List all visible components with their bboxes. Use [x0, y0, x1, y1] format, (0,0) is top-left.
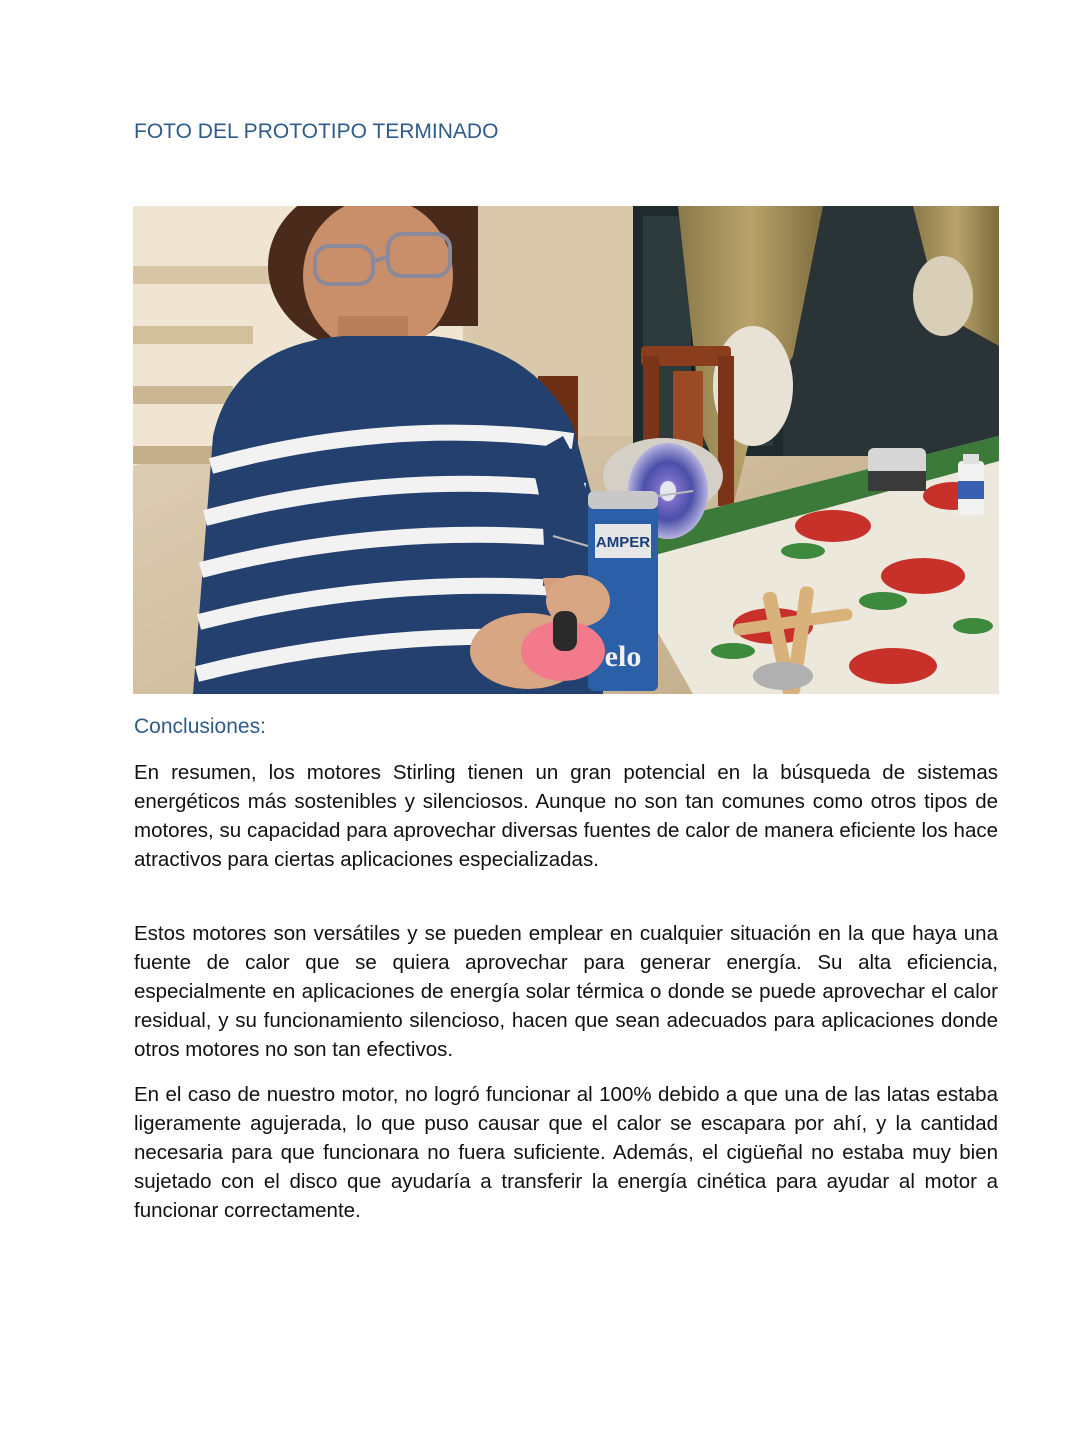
conclusions-heading: Conclusiones: — [134, 715, 266, 738]
prototype-photo-illustration — [133, 206, 999, 694]
prototype-photo — [133, 206, 999, 694]
conclusion-paragraph-1: En resumen, los motores Stirling tienen un gran potencial en la búsqueda de sistemas energéticos más sostenibles y silenciosos. Aunque no son tan comunes como otros tipos de motores, su capacidad para aprovechar diversas fuentes de calor de manera eficiente los hace atractivos para ciertas aplicaciones especializadas. — [134, 761, 998, 871]
conclusion-paragraph-3: En el caso de nuestro motor, no logró funcionar al 100% debido a que una de las latas estaba ligeramente agujerada, lo que puso causar que el calor se escapara por ahí, y la cantidad necesaria para que funcionara no fuera suficiente. Además, el cigüeñal no estaba muy bien sujetado con el disco que ayudaría a transferir la energía cinética para ayudar al motor a funcionar correctamente. — [134, 1083, 998, 1222]
photo-section-heading: FOTO DEL PROTOTIPO TERMINADO — [134, 120, 499, 143]
can-label: AMPER — [595, 534, 651, 551]
conclusion-paragraph-2: Estos motores son versátiles y se pueden emplear en cualquier situación en la que haya una fuente de calor que se quiera aprovechar para generar energía. Su alta eficiencia, especialmente en aplicaciones de energía solar térmica o donde se puede aprovechar el calor residual, y su funcionamiento silencioso, hacen que sean adecuados para aplicaciones donde otros motores no son tan efectivos. — [134, 922, 998, 1061]
bottle-label: elo — [604, 640, 642, 673]
